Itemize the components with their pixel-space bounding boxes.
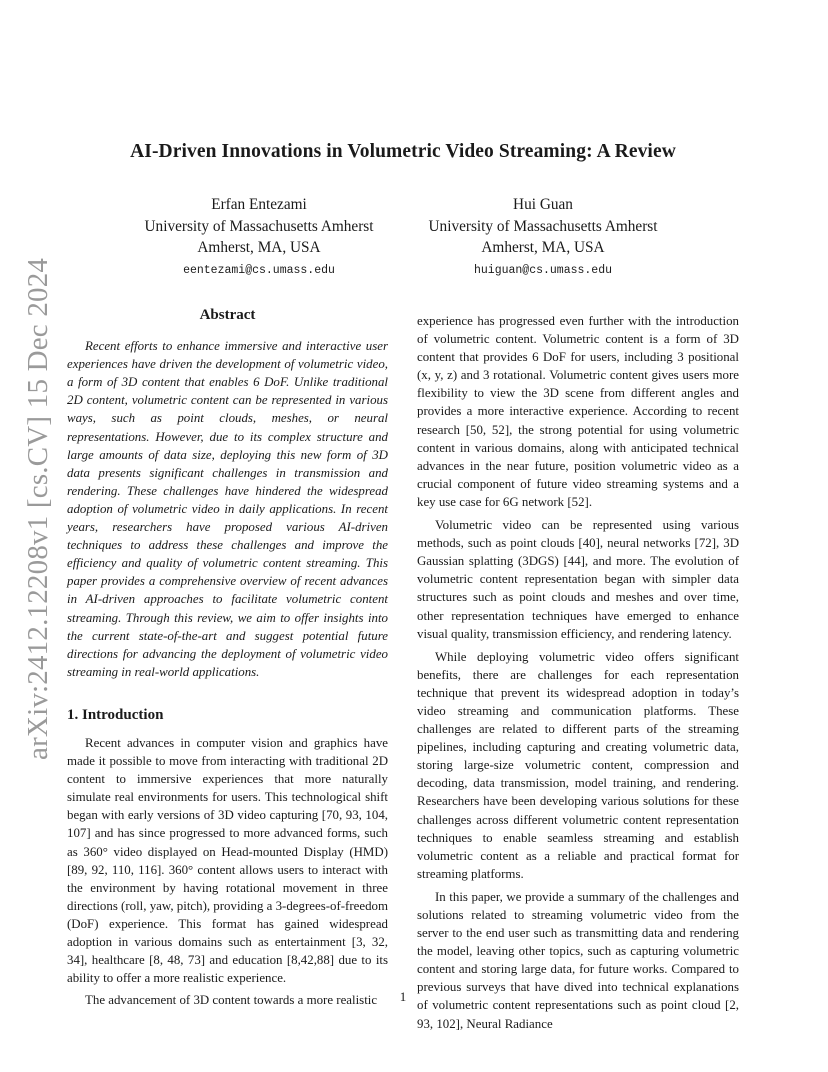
- author-affiliation: University of Massachusetts Amherst: [428, 217, 658, 235]
- body-paragraph: experience has progressed even further with the introduction of volumetric content. Volumetric content is a form of 3D content that provides 6 DoF for users, including 3 positional (x, y, z) and 3 rotational. Volumetric content gives users more flexibility to view the 3D scene from different angles and provides a more interactive experience. According to recent research [50, 52], the strong potential for using volumetric content in various domains, along with anticipated technical advances in the near future, position volumetric video as a crucial component of future video streaming systems and a key use case for 6G network [52].: [417, 314, 739, 509]
- author-block-1: [139, 194, 379, 279]
- author-email: huiguan@cs.umass.edu: [473, 263, 613, 277]
- body-paragraph: The advancement of 3D content towards a more realistic: [85, 993, 378, 1008]
- author-name: Erfan Entezami: [211, 196, 307, 213]
- body-paragraph: While deploying volumetric video offers significant benefits, there are challenges for each representation technique that prevent its widespread adoption in today’s video streaming and communication platforms. These challenges are related to different parts of the streaming pipelines, including capturing and creating volumetric data, storing large-size volumetric content, compression and decoding, data transmission, model training, and rendering. Researchers have been developing various solutions for these challenges across different volumetric content representation techniques to enable seamless streaming and establish volumetric content as a reliable and practical format for streaming platforms.: [417, 649, 739, 881]
- author-affiliation: University of Massachusetts Amherst: [144, 217, 374, 235]
- abstract-text: Recent efforts to enhance immersive and interactive user experiences have driven the development of volumetric video, a form of 3D content that enables 6 DoF. Unlike traditional 2D content, volumetric content can be represented in various ways, such as point clouds, meshes, or neural representations. However, due to its complex structure and large amounts of data size, deploying this new form of 3D data presents significant challenges in transmission and rendering. These challenges have hindered the widespread adoption of volumetric video in daily applications. In recent years, researchers have proposed various AI-driven techniques to address these challenges and improve the efficiency and quality of volumetric content streaming. This paper provides a comprehensive overview of recent advances in AI-driven approaches to facilitate volumetric content streaming. Through this review, we aim to offer insights into the current state-of-the-art and suggest potential future directions for advancing the deployment of volumetric video streaming in real-world applications.: [67, 339, 388, 679]
- right-column: [417, 312, 739, 1038]
- author-name: Hui Guan: [513, 196, 573, 213]
- paper-title: AI-Driven Innovations in Volumetric Video Streaming: A Review: [130, 141, 676, 162]
- body-paragraph: In this paper, we provide a summary of the challenges and solutions related to streaming volumetric video from the server to the end user such as transmitting data and rendering the model, leaving other topics, such as capturing volumetric content and storing large data, for future works. Compared to previous surveys that have dived into technical explanations of volumetric content representations such as point cloud [2, 93, 102], Neural Radiance: [417, 889, 739, 1031]
- author-location: Amherst, MA, USA: [481, 239, 605, 256]
- page-number: 1: [399, 989, 407, 1004]
- author-block-2: [421, 194, 665, 279]
- author-email: eentezami@cs.umass.edu: [183, 263, 335, 277]
- author-location: Amherst, MA, USA: [197, 239, 321, 256]
- abstract-heading: Abstract: [199, 307, 256, 323]
- body-paragraph: Recent advances in computer vision and graphics have made it possible to move from interacting with traditional 2D content to immersive experiences that more naturally simulate real environments for users. This technological shift began with early versions of 3D video capturing [70, 93, 104, 107] and has since progressed to more advanced forms, such as 360° video displayed on Head-mounted Display (HMD) [89, 92, 110, 116]. 360° content allows users to interact with the environment by having rotational movement in three directions (roll, yaw, pitch), providing a 3-degrees-of-freedom (DoF) experience. This format has gained widespread adoption in various domains such as entertainment [3, 32, 34], healthcare [8, 48, 73] and education [8,42,88] due to its ability to offer a more realistic experience.: [67, 735, 388, 986]
- body-paragraph: Volumetric video can be represented using various methods, such as point clouds [40], neural networks [72], 3D Gaussian splatting (3DGS) [44], and more. The evolution of volumetric content representation began with simpler data structures such as point clouds and meshes and over time, other representation techniques have emerged to enhance visual quality, transmission efficiency, and rendering latency.: [417, 518, 739, 641]
- left-column: [67, 306, 388, 1013]
- section-heading-introduction: 1. Introduction: [67, 706, 164, 723]
- arxiv-identifier-stamp: arXiv:2412.12208v1 [cs.CV] 15 Dec 2024: [22, 257, 54, 760]
